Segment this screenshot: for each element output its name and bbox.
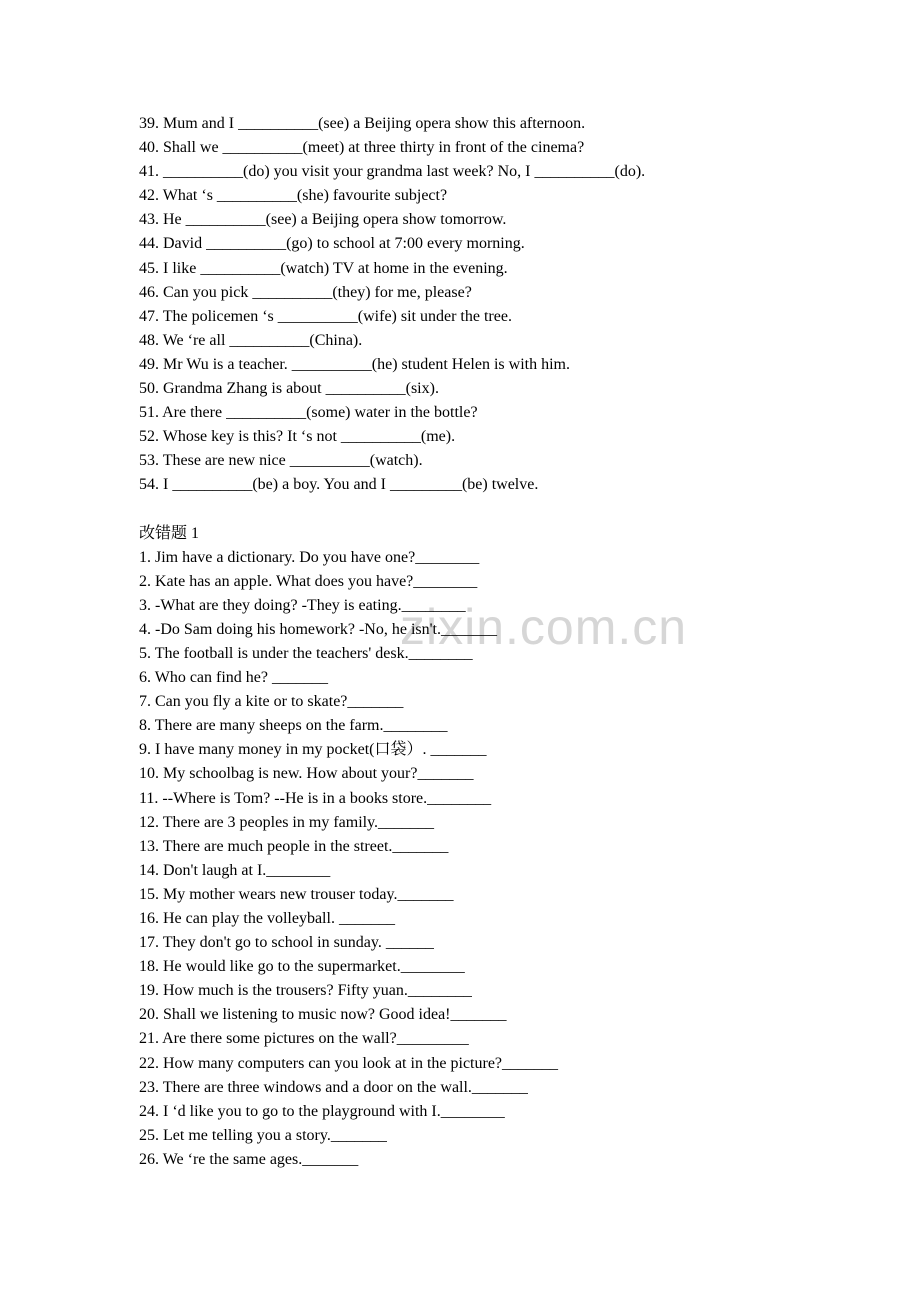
question-line: 45. I like __________(watch) TV at home in the evening.: [139, 259, 508, 277]
correction-line: 5. The football is under the teachers' desk.________: [139, 644, 473, 662]
correction-line: 25. Let me telling you a story._______: [139, 1126, 387, 1144]
question-line: 47. The policemen ‘s __________(wife) sit under the tree.: [139, 307, 512, 325]
question-line: 44. David __________(go) to school at 7:00 every morning.: [139, 235, 525, 253]
question-line: 51. Are there __________(some) water in the bottle?: [139, 404, 478, 422]
correction-line: 20. Shall we listening to music now? Good idea!_______: [139, 1006, 507, 1024]
question-line: 50. Grandma Zhang is about __________(six).: [139, 380, 439, 398]
correction-line: 2. Kate has an apple. What does you have?________: [139, 572, 478, 590]
correction-line: 15. My mother wears new trouser today._______: [139, 885, 454, 903]
correction-line: 10. My schoolbag is new. How about your?_______: [139, 765, 474, 783]
correction-line: 21. Are there some pictures on the wall?_________: [139, 1030, 469, 1048]
question-line: 52. Whose key is this? It ‘s not __________(me).: [139, 428, 456, 446]
correction-line: 24. I ‘d like you to go to the playground with I.________: [139, 1102, 505, 1120]
correction-line: 26. We ‘re the same ages._______: [139, 1150, 359, 1168]
question-line: 53. These are new nice __________(watch).: [139, 452, 423, 470]
correction-line: 18. He would like go to the supermarket.________: [139, 958, 465, 976]
correction-line: 19. How much is the trousers? Fifty yuan.________: [139, 982, 472, 1000]
correction-line: 4. -Do Sam doing his homework? -No, he isn't._______: [139, 620, 497, 638]
correction-line: 11. --Where is Tom? --He is in a books store.________: [139, 789, 492, 807]
correction-line: 17. They don't go to school in sunday. ______: [139, 934, 434, 952]
corrections-section: [139, 546, 859, 1172]
correction-line: 13. There are much people in the street._______: [139, 837, 449, 855]
correction-line: 9. I have many money in my pocket(口袋）. _______: [139, 741, 487, 759]
question-line: 48. We ‘re all __________(China).: [139, 331, 363, 349]
document-page: [139, 112, 859, 1172]
question-line: 49. Mr Wu is a teacher. __________(he) student Helen is with him.: [139, 355, 570, 373]
correction-line: 12. There are 3 peoples in my family._______: [139, 813, 435, 831]
correction-line: 23. There are three windows and a door on the wall._______: [139, 1078, 528, 1096]
correction-line: 3. -What are they doing? -They is eating.________: [139, 596, 466, 614]
fill-in-section: [139, 112, 859, 498]
correction-line: 8. There are many sheeps on the farm.________: [139, 717, 448, 735]
question-line: 41. __________(do) you visit your grandma last week? No, I __________(do).: [139, 163, 646, 181]
question-line: 40. Shall we __________(meet) at three thirty in front of the cinema?: [139, 139, 585, 157]
correction-line: 7. Can you fly a kite or to skate?_______: [139, 693, 404, 711]
correction-line: 1. Jim have a dictionary. Do you have one?________: [139, 548, 480, 566]
correction-line: 14. Don't laugh at I.________: [139, 861, 331, 879]
question-line: 43. He __________(see) a Beijing opera show tomorrow.: [139, 211, 507, 229]
section-gap: [139, 498, 859, 522]
section-title: 改错题 1: [139, 524, 200, 542]
question-line: 42. What ‘s __________(she) favourite subject?: [139, 187, 448, 205]
correction-line: 22. How many computers can you look at in the picture?_______: [139, 1054, 559, 1072]
correction-line: 6. Who can find he? _______: [139, 669, 328, 687]
watermark: zixin.com.cn: [400, 599, 688, 655]
question-line: 46. Can you pick __________(they) for me, please?: [139, 283, 472, 301]
question-line: 54. I __________(be) a boy. You and I _________(be) twelve.: [139, 476, 539, 494]
correction-line: 16. He can play the volleyball. _______: [139, 910, 395, 927]
question-line: 39. Mum and I __________(see) a Beijing opera show this afternoon.: [139, 115, 586, 132]
